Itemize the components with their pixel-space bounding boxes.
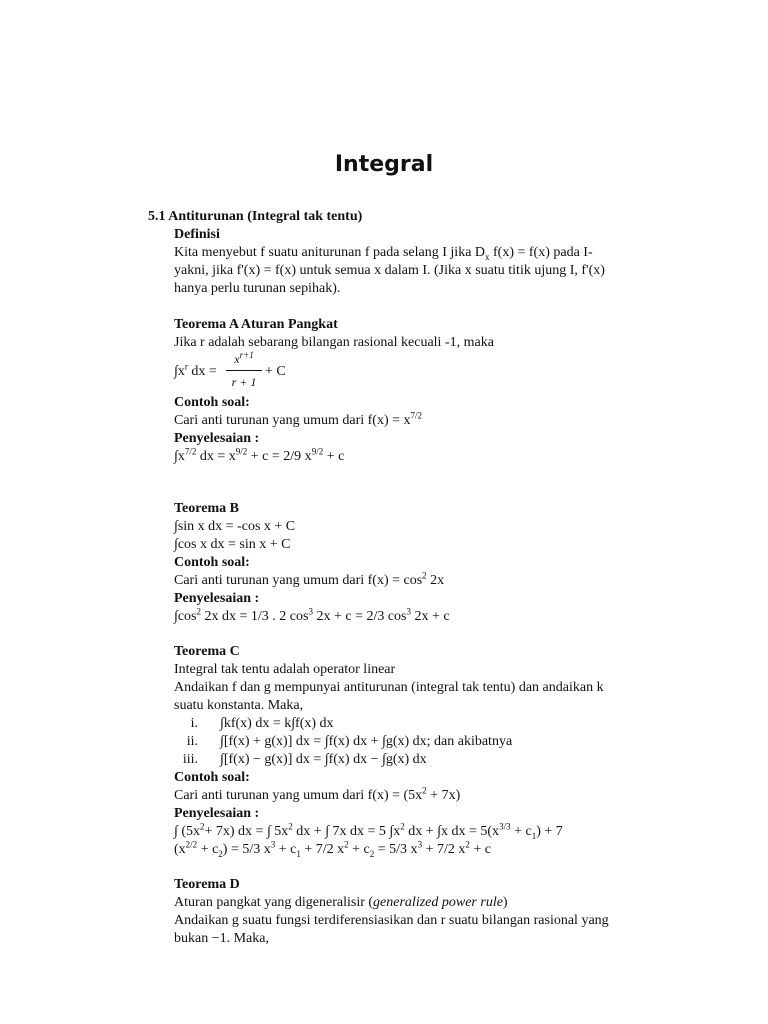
list-item-number: ii.	[186, 734, 198, 749]
teorema-a-solution: $\int x^{7/2}$ dx = $x^{9/2} + c = 2/9$ $x^{9/2} + c$	[174, 446, 345, 464]
teorema-b-line-1: ∫sin x dx = -cos x + C	[174, 519, 296, 534]
list-item-number: iii.	[182, 752, 198, 767]
teorema-c-contoh-text: Cari anti turunan yang umum dari $f(x) = (5x^2 + 7x)$	[174, 785, 461, 803]
teorema-c-solution-line-2: $(x^{2/2} + c_2) = 5/3$ $x^3 + c_1 + 7/2$ $x^2 + c_2 = 5/3$ $x^3 + 7/2$ $x^2 + c$	[174, 839, 491, 859]
teorema-a-heading: Teorema A Aturan Pangkat	[174, 317, 338, 332]
teorema-a-formula-right: + C	[265, 364, 286, 379]
teorema-c-penyelesaian-label: Penyelesaian :	[174, 806, 260, 821]
teorema-c-solution-line-1: ∫ $(5x^2+ 7x)$ dx = ∫ $5x^2$ dx + ∫ 7x dx = 5 $\int x^2$ dx + ∫x dx = $5(x^{3/3} + c_1) + 7$	[174, 821, 563, 841]
definisi-label: Definisi	[174, 227, 220, 242]
list-item: ∫[f(x) + g(x)] dx = ∫f(x) dx + ∫g(x) dx; dan akibatnya	[220, 734, 513, 749]
teorema-d-line-2: Andaikan g suatu fungsi terdiferensiasikan dan r suatu bilangan rasional yang	[174, 913, 609, 928]
page-title: Integral	[334, 152, 434, 177]
fraction-numerator: $x^{r+1}$	[234, 350, 254, 366]
teorema-d-heading: Teorema D	[174, 877, 240, 892]
teorema-d-line-3: bukan −1. Maka,	[174, 931, 269, 946]
teorema-c-line-1: Integral tak tentu adalah operator linear	[174, 662, 396, 677]
teorema-a-intro: Jika r adalah sebarang bilangan rasional kecuali -1, maka	[174, 335, 494, 350]
teorema-b-solution: $\int\cos^2$ 2x dx = 1/3 . 2 $\cos^3 2x + c = 2/3$ $\cos^3 2x + c$	[174, 606, 450, 624]
list-item-number: i.	[190, 716, 198, 731]
teorema-c-heading: Teorema C	[174, 644, 240, 659]
teorema-a-contoh-label: Contoh soal:	[174, 395, 250, 410]
teorema-a-penyelesaian-label: Penyelesaian :	[174, 431, 260, 446]
fraction-denominator: r + 1	[231, 375, 257, 389]
definisi-line-2: yakni, jika f'(x) = f(x) untuk semua x dalam I. (Jika x suatu titik ujung I, f'(x)	[174, 263, 605, 278]
teorema-b-line-2: ∫cos x dx = sin x + C	[174, 537, 291, 552]
teorema-b-contoh-label: Contoh soal:	[174, 555, 250, 570]
teorema-b-contoh-text: Cari anti turunan yang umum dari $f(x) = \cos^2 2x$	[174, 570, 445, 588]
teorema-c-line-2: Andaikan f dan g mempunyai antiturunan (integral tak tentu) dan andaikan k	[174, 680, 604, 695]
teorema-b-heading: Teorema B	[174, 501, 239, 516]
list-item: ∫kf(x) dx = k∫f(x) dx	[220, 716, 334, 731]
teorema-a-formula-left: $\int x^r$ dx =	[174, 361, 217, 379]
teorema-c-contoh-label: Contoh soal:	[174, 770, 250, 785]
list-item: ∫[f(x) − g(x)] dx = ∫f(x) dx − ∫g(x) dx	[220, 752, 427, 767]
teorema-c-line-3: suatu konstanta. Maka,	[174, 698, 304, 713]
section-heading: 5.1 Antiturunan (Integral tak tentu)	[148, 209, 363, 224]
teorema-d-line-1: Aturan pangkat yang digeneralisir (generalized power rule)	[174, 895, 508, 910]
definisi-line-1: Kita menyebut f suatu aniturunan f pada selang I jika $D_x$ f(x) = f(x) pada I-	[174, 245, 593, 262]
definisi-line-3: hanya perlu turunan sepihak).	[174, 281, 341, 296]
fraction-bar	[226, 370, 262, 371]
teorema-a-contoh-text: Cari anti turunan yang umum dari $f(x) = x^{7/2}$	[174, 410, 423, 428]
teorema-b-penyelesaian-label: Penyelesaian :	[174, 591, 260, 606]
